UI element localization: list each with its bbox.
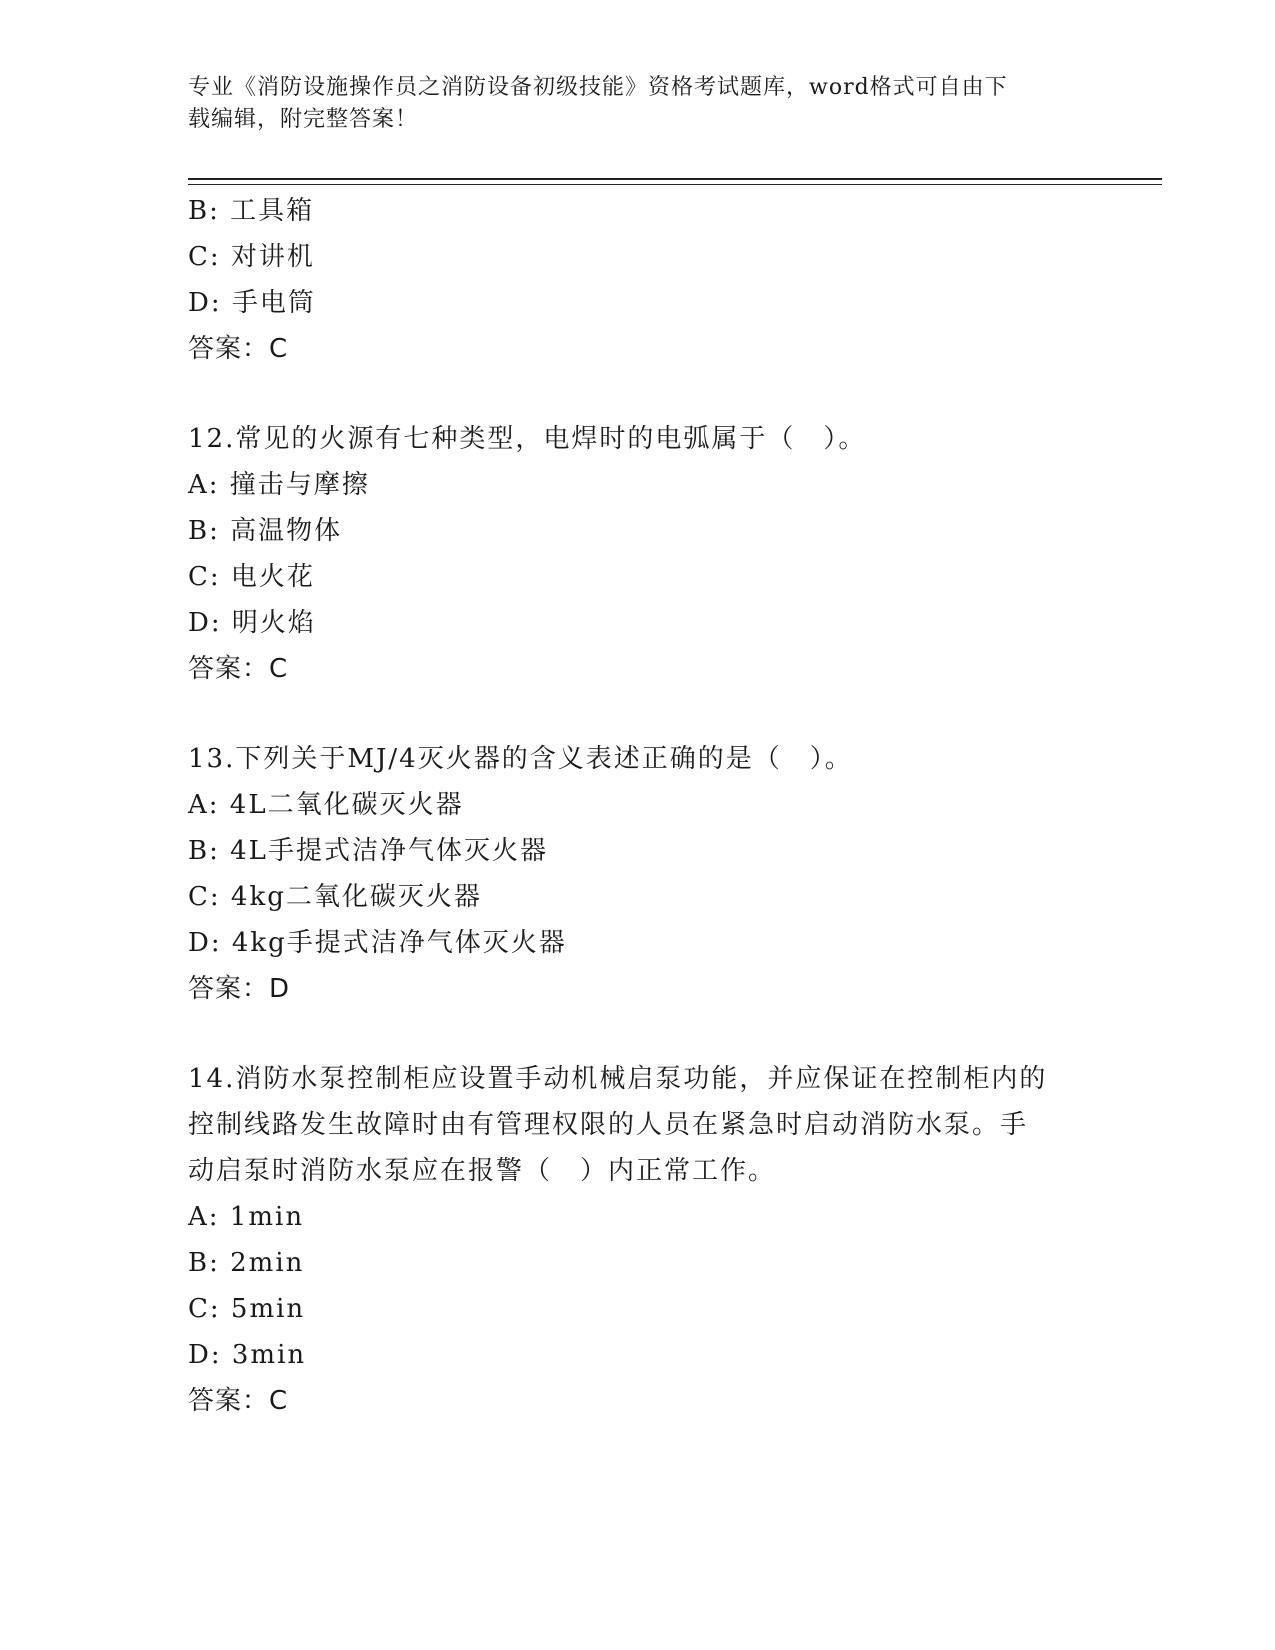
question-stem-line-2: 控制线路发生故障时由有管理权限的人员在紧急时启动消防水泵。手 — [188, 1110, 1029, 1140]
question-stem: 13.下列关于MJ/4灭火器的含义表述正确的是（ ）。 — [188, 744, 853, 774]
question-13 — [188, 736, 1088, 1012]
option-c: C: 5min — [188, 1294, 306, 1324]
option-a: A: 4L二氧化碳灭火器 — [188, 790, 464, 820]
option-b: B: 高温物体 — [188, 516, 343, 546]
answer: 答案：D — [188, 974, 291, 1004]
document-header — [188, 72, 1068, 136]
option-d: D: 3min — [188, 1340, 307, 1370]
option-b: B: 4L手提式洁净气体灭火器 — [188, 836, 548, 866]
question-stem-line-1: 14.消防水泵控制柜应设置手动机械启泵功能，并应保证在控制柜内的 — [188, 1064, 1048, 1094]
option-d: D: 明火焰 — [188, 608, 316, 638]
option-d: D: 4kg手提式洁净气体灭火器 — [188, 928, 567, 958]
option-a: A: 1min — [188, 1202, 305, 1232]
question-list — [188, 188, 1088, 1424]
option-c: C: 对讲机 — [188, 242, 315, 272]
header-divider — [188, 178, 1162, 180]
answer: 答案：C — [188, 334, 289, 364]
option-c: C: 电火花 — [188, 562, 315, 592]
option-d: D: 手电筒 — [188, 288, 316, 318]
answer: 答案：C — [188, 1386, 289, 1416]
question-stem: 12.常见的火源有七种类型，电焊时的电弧属于（ ）。 — [188, 424, 867, 454]
header-line-2: 载编辑，附完整答案！ — [188, 107, 419, 132]
header-line-1: 专业《消防设施操作员之消防设备初级技能》资格考试题库，word格式可自由下 — [188, 75, 1008, 100]
question-stem-line-3: 动启泵时消防水泵应在报警（ ）内正常工作。 — [188, 1156, 777, 1186]
option-c: C: 4kg二氧化碳灭火器 — [188, 882, 482, 912]
option-b: B: 工具箱 — [188, 196, 315, 226]
option-a: A: 撞击与摩擦 — [188, 470, 370, 500]
question-12 — [188, 416, 1088, 692]
question-11 — [188, 188, 1088, 372]
option-b: B: 2min — [188, 1248, 305, 1278]
question-14 — [188, 1056, 1088, 1424]
answer: 答案：C — [188, 654, 289, 684]
header-divider-thin — [188, 184, 1162, 185]
